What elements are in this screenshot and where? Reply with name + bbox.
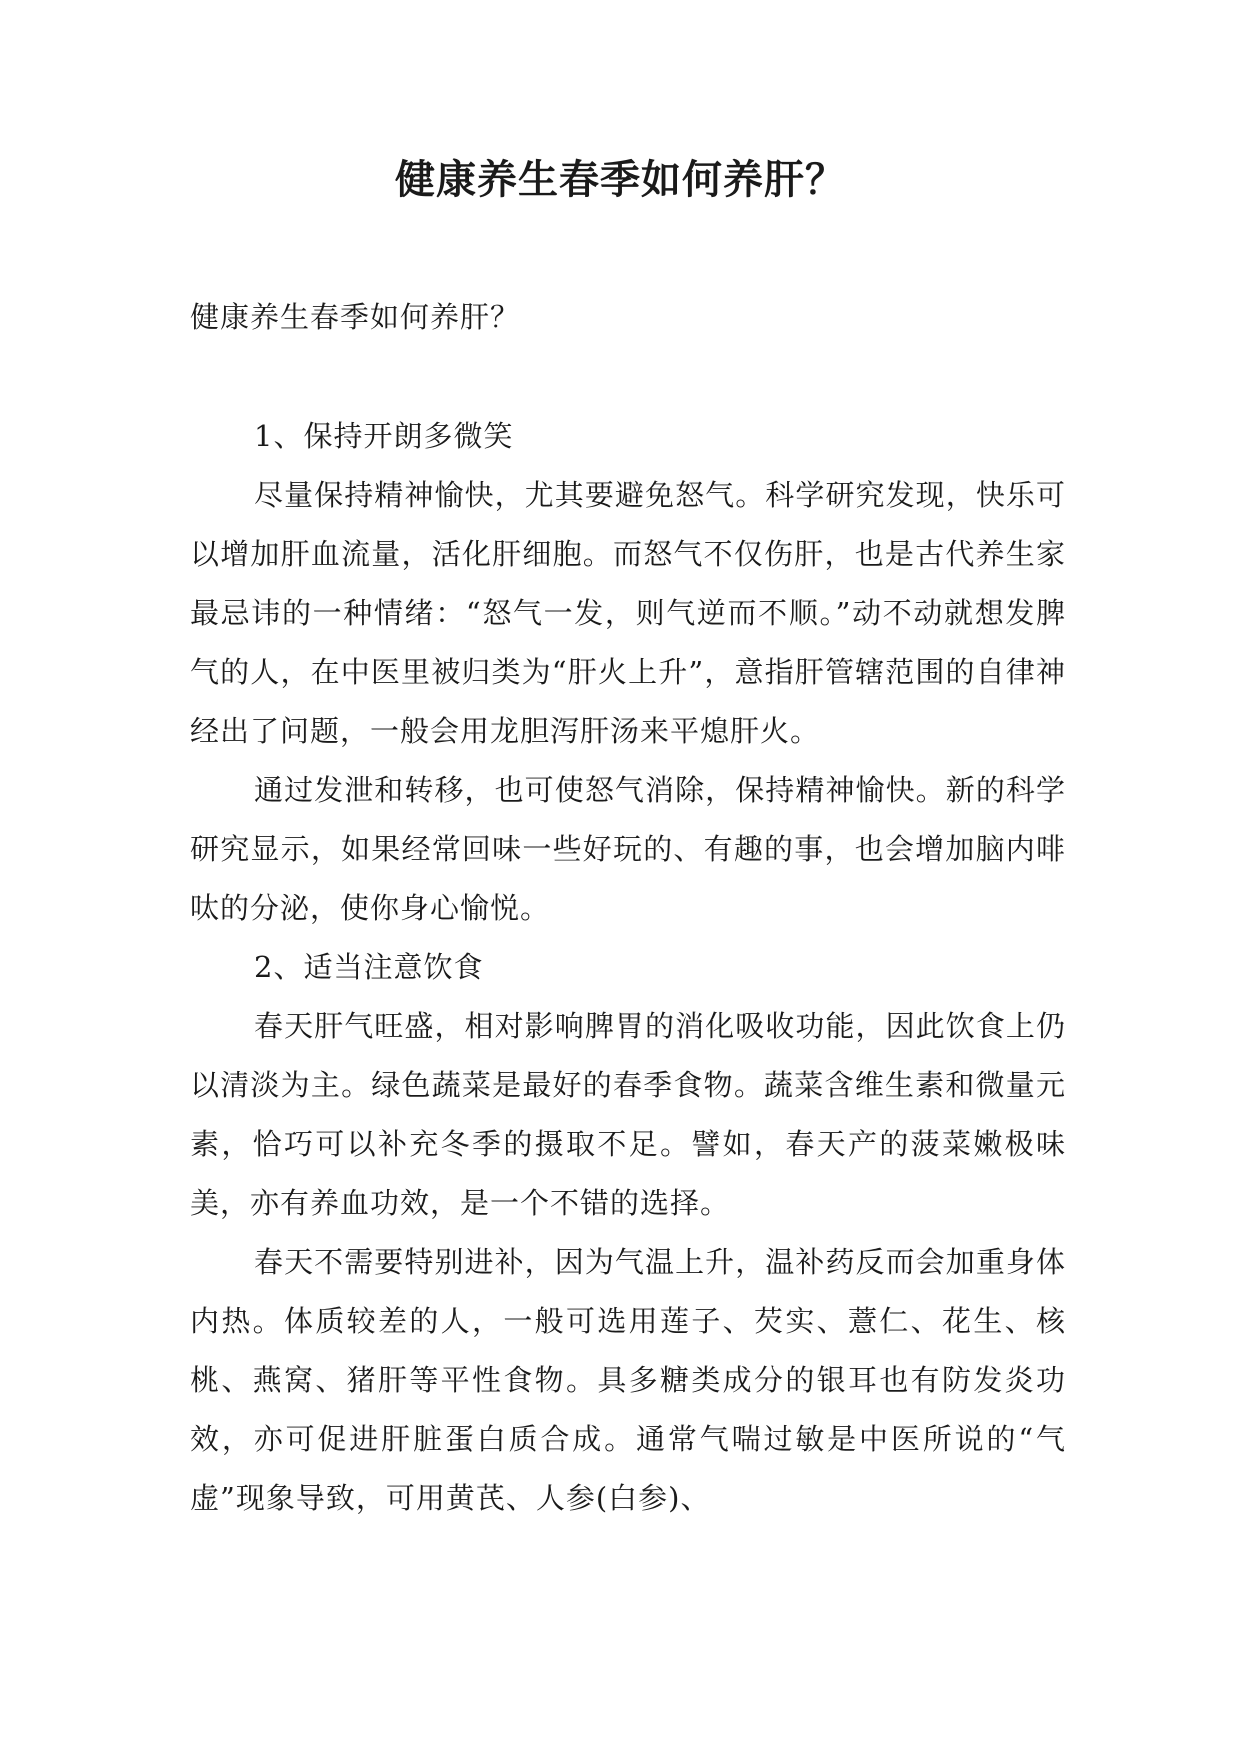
section-heading-2: 2、适当注意饮食: [254, 950, 484, 984]
document-body: [190, 288, 1066, 1528]
paragraph-2-2: 春天不需要特别进补，因为气温上升，温补药反而会加重身体内热。体质较差的人，一般可选用莲子、芡实、薏仁、花生、核桃、燕窝、猪肝等平性食物。具多糖类成分的银耳也有防发炎功效，亦可促进肝脏蛋白质合成。通常气喘过敏是中医所说的“气虚”现象导致，可用黄芪、人参(白参)、: [190, 1245, 1066, 1515]
document-title: 健康养生春季如何养肝？: [395, 157, 846, 203]
paragraph-1-2: 通过发泄和转移，也可使怒气消除，保持精神愉快。新的科学研究显示，如果经常回味一些好玩的、有趣的事，也会增加脑内啡呔的分泌，使你身心愉悦。: [190, 773, 1066, 925]
section-heading-1: 1、保持开朗多微笑: [254, 419, 514, 453]
paragraph-2-1: 春天肝气旺盛，相对影响脾胃的消化吸收功能，因此饮食上仍以清淡为主。绿色蔬菜是最好的春季食物。蔬菜含维生素和微量元素，恰巧可以补充冬季的摄取不足。譬如，春天产的菠菜嫩极味美，亦有养血功效，是一个不错的选择。: [190, 1009, 1066, 1220]
document-subtitle: 健康养生春季如何养肝？: [190, 300, 521, 334]
paragraph-1-1: 尽量保持精神愉快，尤其要避免怒气。科学研究发现，快乐可以增加肝血流量，活化肝细胞。而怒气不仅伤肝，也是古代养生家最忌讳的一种情绪：“怒气一发，则气逆而不顺。”动不动就想发脾气的人，在中医里被归类为“肝火上升”，意指肝管辖范围的自律神经出了问题，一般会用龙胆泻肝汤来平熄肝火。: [190, 478, 1066, 748]
